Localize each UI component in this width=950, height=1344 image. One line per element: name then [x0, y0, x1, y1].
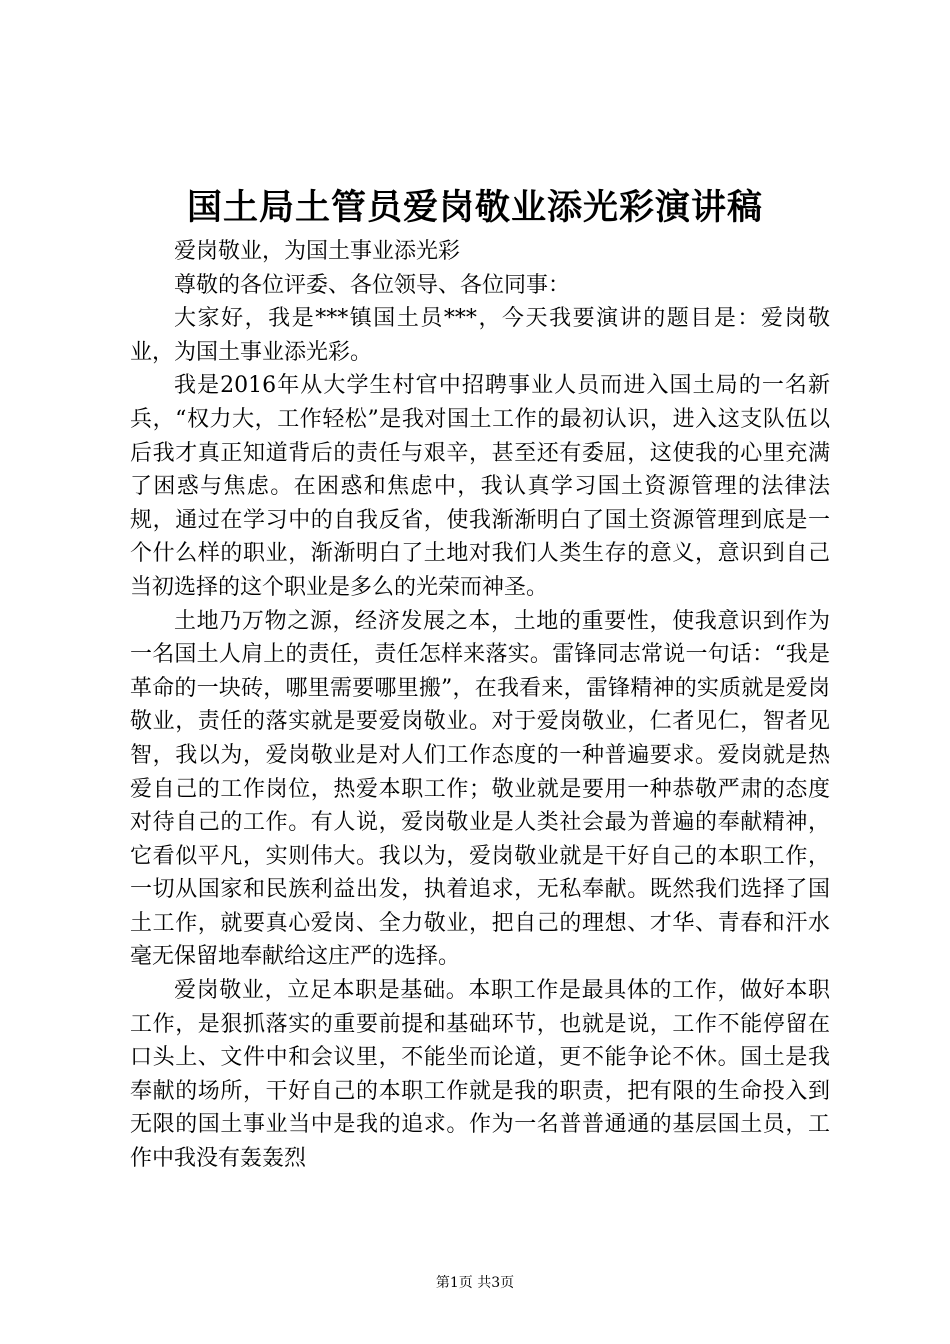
paragraph-salutation: 尊敬的各位评委、各位领导、各位同事：: [174, 272, 571, 298]
paragraph-subtitle: 爱岗敬业，为国土事业添光彩: [174, 239, 461, 264]
document-title: 国土局土管员爱岗敬业添光彩演讲稿: [186, 187, 763, 228]
page-footer: 第1页 共3页: [435, 1275, 515, 1291]
paragraph-greeting: 大家好，我是***镇国土员***，今天我要演讲的题目是：爱岗敬业，为国土事业添光彩。: [130, 306, 830, 365]
document-body: [130, 235, 830, 1176]
paragraph-foundation: 爱岗敬业，立足本职是基础。本职工作是最具体的工作，做好本职工作，是狠抓落实的重要前提和基础环节，也就是说，工作不能停留在口头上、文件中和会议里，不能坐而论道，更不能争论不休。国土是我奉献的场所，干好自己的本职工作就是我的职责，把有限的生命投入到无限的国土事业当中是我的追求。作为一名普普通通的基层国土员，工作中我没有轰轰烈: [130, 978, 830, 1172]
paragraph-responsibility: 土地乃万物之源，经济发展之本，土地的重要性，使我意识到作为一名国土人肩上的责任，责任怎样来落实。雷锋同志常说一句话：“我是革命的一块砖，哪里需要哪里搬”，在我看来，雷锋精神的实质就是爱岗敬业，责任的落实就是要爱岗敬业。对于爱岗敬业，仁者见仁，智者见智，我以为，爱岗敬业是对人们工作态度的一种普遍要求。爱岗就是热爱自己的工作岗位，热爱本职工作；敬业就是要用一种恭敬严肃的态度对待自己的工作。有人说，爱岗敬业是人类社会最为普遍的奉献精神，它看似平凡，实则伟大。我以为，爱岗敬业就是干好自己的本职工作，一切从国家和民族利益出发，执着追求，无私奉献。既然我们选择了国土工作，就要真心爱岗、全力敬业，把自己的理想、才华、青春和汗水毫无保留地奉献给这庄严的选择。: [130, 608, 830, 970]
paragraph-background: 我是2016年从大学生村官中招聘事业人员而进入国土局的一名新兵，“权力大，工作轻松”是我对国土工作的最初认识，进入这支队伍以后我才真正知道背后的责任与艰辛，甚至还有委屈，这使我的心里充满了困惑与焦虑。在困惑和焦虑中，我认真学习国土资源管理的法律法规，通过在学习中的自我反省，使我渐渐明白了国土资源管理到底是一个什么样的职业，渐渐明白了土地对我们人类生存的意义，意识到自己当初选择的这个职业是多么的光荣而神圣。: [130, 373, 830, 600]
